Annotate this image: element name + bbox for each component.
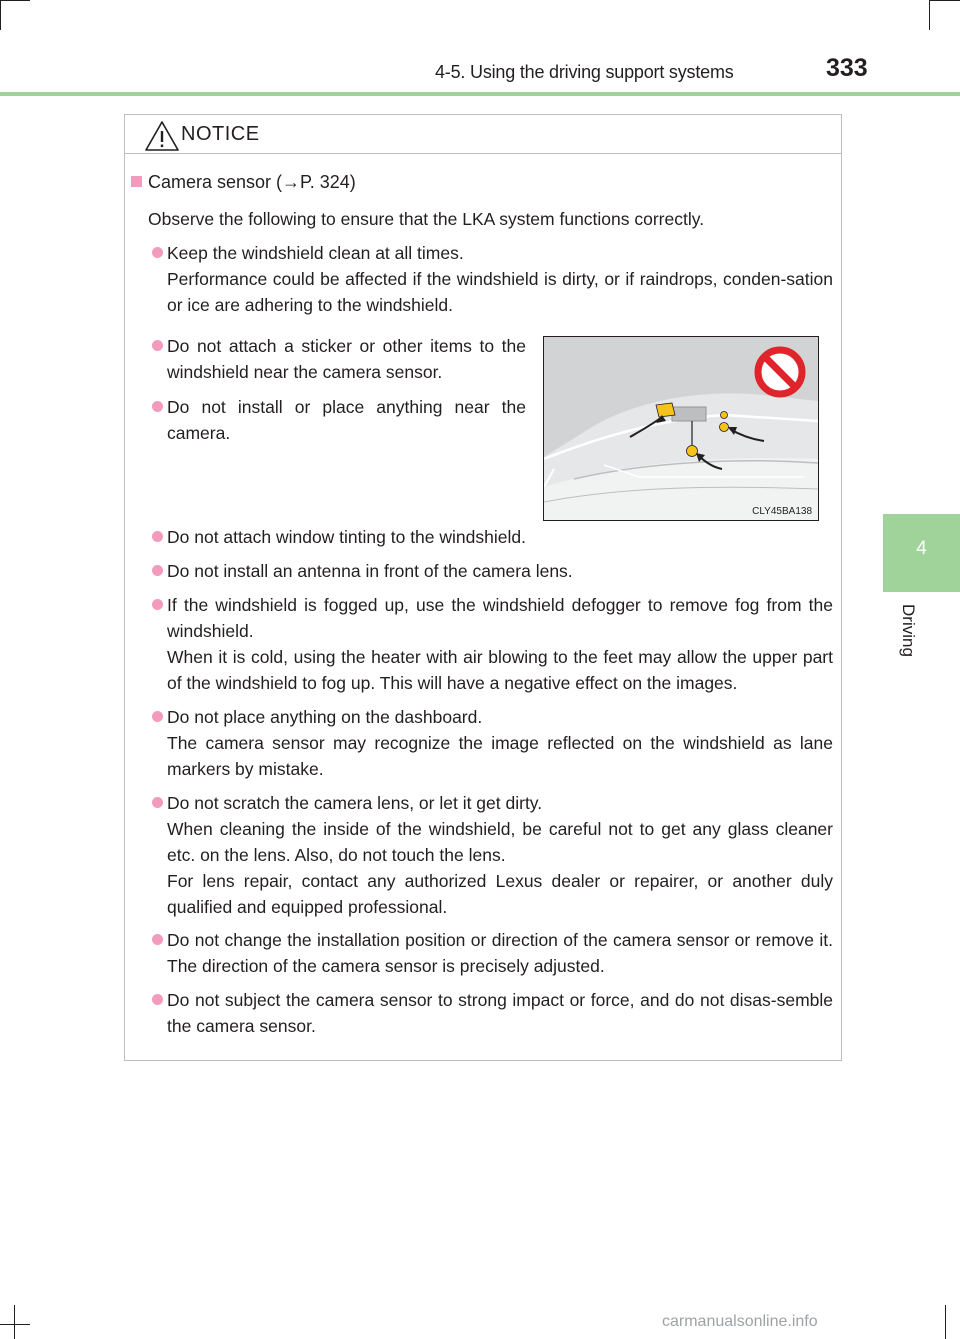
- crop-mark: [0, 1324, 30, 1325]
- bullet-text: Do not place anything on the dashboard.: [167, 707, 483, 727]
- bullet-icon: [152, 934, 163, 945]
- bullet-text: Do not attach window tinting to the windshield.: [167, 527, 526, 547]
- bullet-text: Do not subject the camera sensor to strong impact or force, and do not disas-semble the camera sensor.: [167, 990, 833, 1036]
- list-item: [150, 394, 526, 446]
- page-number: 333: [826, 54, 868, 82]
- chapter-number: 4: [916, 538, 927, 559]
- bullet-icon: [152, 340, 163, 351]
- intro-text: Observe the following to ensure that the LKA system functions correctly.: [148, 209, 705, 229]
- camera-sensor-heading: [131, 172, 356, 193]
- bullet-icon: [152, 599, 163, 610]
- bullet-icon: [152, 401, 163, 412]
- bullet-icon: [152, 531, 163, 542]
- figure-code: CLY45BA138: [752, 506, 812, 517]
- bullet-text: Do not scratch the camera lens, or let it get dirty.: [167, 793, 543, 813]
- notice-title: NOTICE: [181, 123, 260, 145]
- notice-header: [125, 115, 841, 154]
- list-item: [150, 592, 833, 696]
- list-item: [150, 927, 833, 979]
- crop-mark: [930, 0, 960, 1]
- bullet-text: When cleaning the inside of the windshield, be careful not to get any glass cleaner etc. on the lens. Also, do not touch the lens.: [167, 819, 833, 865]
- heading-square-icon: [131, 176, 142, 187]
- list-item: [150, 987, 833, 1039]
- crop-mark: [0, 0, 30, 1]
- crop-mark: [929, 0, 930, 30]
- list-item: [150, 790, 833, 920]
- list-item: [150, 240, 833, 318]
- bullet-text: Keep the windshield clean at all times.: [167, 243, 464, 263]
- list-item: [150, 524, 833, 550]
- list-item: [150, 333, 526, 385]
- bullet-icon: [152, 797, 163, 808]
- watermark: carmanualsonline.info: [662, 1313, 818, 1330]
- heading-text: Camera sensor (→P. 324): [148, 172, 356, 192]
- bullet-icon: [152, 247, 163, 258]
- bullet-text: Do not attach a sticker or other items to the windshield near the camera sensor.: [167, 336, 526, 382]
- list-item: [150, 704, 833, 782]
- bullet-text: If the windshield is fogged up, use the windshield defogger to remove fog from the windshield.: [167, 595, 833, 641]
- chapter-tab: [883, 514, 960, 592]
- bullet-text: Do not install an antenna in front of the camera lens.: [167, 561, 573, 581]
- crop-mark: [0, 0, 1, 30]
- bullet-icon: [152, 565, 163, 576]
- chapter-label: Driving: [899, 604, 918, 657]
- bullet-icon: [152, 994, 163, 1005]
- bullet-text: For lens repair, contact any authorized Lexus dealer or repairer, or another duly qualified and equipped professional.: [167, 871, 833, 917]
- camera-sensor-illustration: [543, 336, 819, 521]
- bullet-icon: [152, 711, 163, 722]
- bullet-text: The camera sensor may recognize the image reflected on the windshield as lane markers by mistake.: [167, 733, 833, 779]
- warning-triangle-icon: [144, 120, 180, 152]
- bullet-text: When it is cold, using the heater with air blowing to the feet may allow the upper part of the windshield to fog up. This will have a negative effect on the images.: [167, 647, 833, 693]
- list-item: [150, 558, 833, 584]
- header-divider: [0, 92, 960, 96]
- windshield-drawing: [544, 337, 818, 520]
- bullet-text: Do not change the installation position or direction of the camera sensor or remove it. The direction of the camera sensor is precisely adjusted.: [167, 930, 833, 976]
- bullet-text: Performance could be affected if the windshield is dirty, or if raindrops, conden-sation or ice are adhering to the windshield.: [167, 269, 833, 315]
- crop-mark: [14, 1305, 15, 1339]
- section-title: 4-5. Using the driving support systems: [435, 62, 734, 82]
- crop-mark: [945, 1305, 946, 1339]
- bullet-text: Do not install or place anything near the camera.: [167, 397, 526, 443]
- prohibition-icon: [758, 350, 802, 394]
